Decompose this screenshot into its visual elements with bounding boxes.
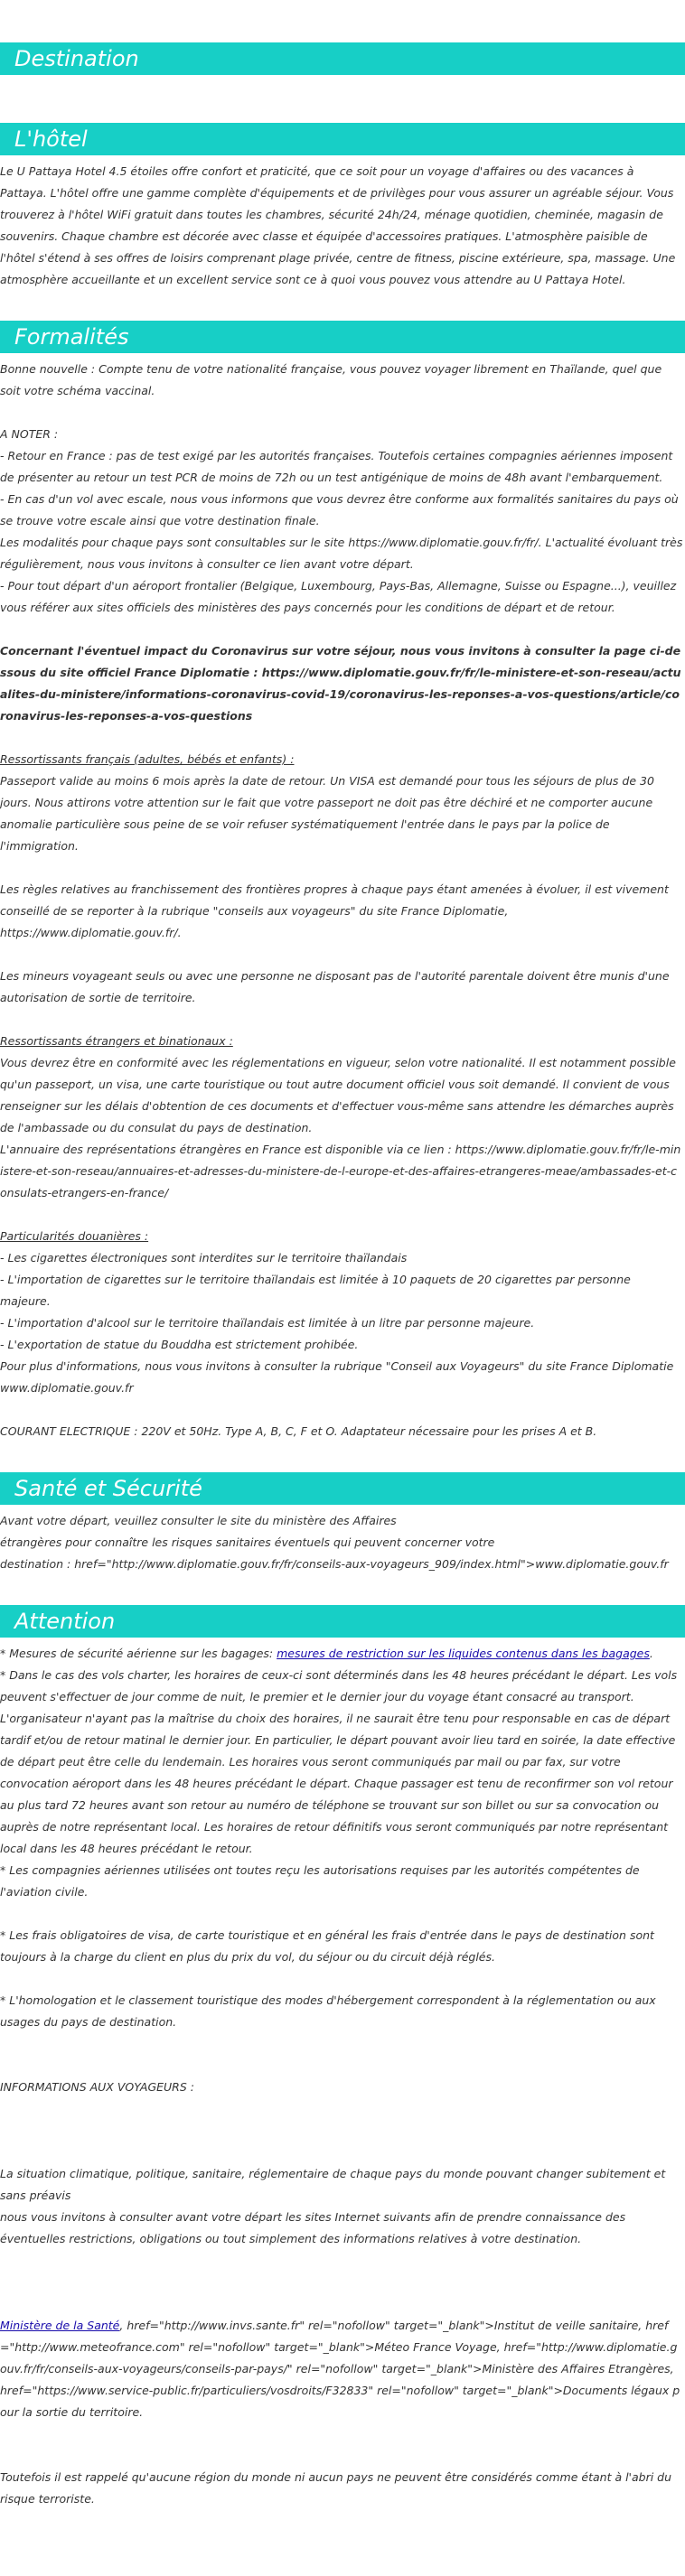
airlines-notice: * Les compagnies aériennes utilisées ont toutes reçu les autorisations requises par les autorités compétentes de l'aviation civile.	[0, 1863, 640, 1899]
homologation-notice: * L'homologation et le classement touristique des modes d'hébergement correspondent à la réglementation ou aux usages du pays de destination.	[0, 1993, 656, 2029]
embassy-directory: L'annuaire des représentations étrangères en France est disponible via ce lien : https://www.diplomatie.gouv.fr/fr/le-ministere-et-son-reseau/annuaires-et-adresses-du-ministere-de-l-europe-et-des-affaires-etrangeres-meae/ambassades-et-consulats-etrangers-en-france/	[0, 1143, 681, 1199]
covid-notice: Concernant l'éventuel impact du Coronavirus sur votre séjour, nous vous invitons à consulter la page ci-dessous du site officiel France Diplomatie : https://www.diplomatie.gouv.fr/fr/le-ministere-et-son-reseau/actualites-du-ministere/informations-coronavirus-covid-19/coronavirus-les-reponses-a-vos-questions/article/coronavirus-les-reponses-a-vos-questions	[0, 644, 681, 723]
customs-more-info: Pour plus d'informations, nous vous invitons à consulter la rubrique "Conseil aux Voyageurs" du site France Diplomatie www.diplomatie.gouv.fr	[0, 1359, 674, 1395]
baggage-security	[0, 1643, 685, 1665]
hotel-description: Le U Pattaya Hotel 4.5 étoiles offre confort et praticité, que ce soit pour un voyage d'affaires ou des vacances à Pattaya. L'hôtel offre une gamme complète d'équipements et de privilèges pour vous assurer un agréable séjour. Vous trouverez à l'hôtel WiFi gratuit dans toutes les chambres, sécurité 24h/24, ménage quotidien, cheminée, magasin de souvenirs. Chaque chambre est décorée avec classe et équipée d'accessoires pratiques. L'atmosphère paisible de l'hôtel s'étend à ses offres de loisirs comprenant plage privée, centre de fitness, piscine extérieure, spa, massage. Une atmosphère accueillante et un excellent service sont ce à quoi vous pouvez vous attendre au U Pattaya Hotel.	[0, 164, 676, 286]
note-item: Les modalités pour chaque pays sont consultables sur le site https://www.diplomatie.gouv.fr/fr/. L'actualité évoluant très régulièrement, nous vous invitons à consulter ce lien avant votre départ.	[0, 536, 683, 571]
section-header-formalites	[0, 321, 685, 353]
electric-current: COURANT ELECTRIQUE : 220V et 50Hz. Type A, B, C, F et O. Adaptateur nécessaire pour les prises A et B.	[0, 1424, 597, 1438]
customs-title: Particularités douanières :	[0, 1229, 149, 1243]
french-nationals-title: Ressortissants français (adultes, bébés et enfants) :	[0, 752, 295, 766]
section-header-sante	[0, 1472, 685, 1505]
customs-item: - L'importation de cigarettes sur le territoire thaïlandais est limitée à 10 paquets de 20 cigarettes par personne majeure.	[0, 1273, 631, 1308]
section-header-hotel	[0, 123, 685, 155]
minors-notice: Les mineurs voyageant seuls ou avec une personne ne disposant pas de l'autorité parentale doivent être munis d'une autorisation de sortie de territoire.	[0, 969, 670, 1004]
foreign-nationals-title: Ressortissants étrangers et binationaux :	[0, 1034, 233, 1048]
section-header-destination	[0, 42, 685, 75]
foreign-nationals-body: Vous devrez être en conformité avec les réglementations en vigueur, selon votre nationalité. Il est notamment possible qu'un passeport, un visa, une carte touristique ou tout autre document officiel vous soit demandé. Il convient de vous renseigner sur les délais d'obtention de ces documents et d'effectuer vous-même sans attendre les démarches auprès de l'ambassade ou du consulat du pays de destination.	[0, 1056, 676, 1134]
health-ministry-link[interactable]: Ministère de la Santé	[0, 2319, 120, 2332]
customs-item: - Les cigarettes électroniques sont interdites sur le territoire thaïlandais	[0, 1251, 408, 1265]
french-nationals-body: Passeport valide au moins 6 mois après la date de retour. Un VISA est demandé pour tous les séjours de plus de 30 jours. Nous attirons votre attention sur le fait que votre passeport ne doit pas être déchiré et ne comporter aucune anomalie particulière sous peine de se voir refuser systématiquement l'entrée dans le pays par la police de l'immigration.	[0, 774, 654, 853]
note-item: - Pour tout départ d'un aéroport frontalier (Belgique, Luxembourg, Pays-Bas, Allemagne, Suisse ou Espagne...), veuillez vous référer aux sites officiels des ministères des pays concernés pour les conditions de départ et de retour.	[0, 579, 677, 614]
travel-info-title: INFORMATIONS AUX VOYAGEURS :	[0, 2080, 194, 2094]
formalites-intro: Bonne nouvelle : Compte tenu de votre nationalité française, vous pouvez voyager librement en Thaïlande, quel que soit votre schéma vaccinal.	[0, 362, 662, 397]
section-title-destination: Destination	[14, 46, 139, 71]
section-title-sante: Santé et Sécurité	[14, 1476, 202, 1501]
border-rules: Les règles relatives au franchissement des frontières propres à chaque pays étant amenées à évoluer, il est vivement conseillé de se reporter à la rubrique "conseils aux voyageurs" du site France Diplomatie, https://www.diplomatie.gouv.fr/.	[0, 882, 669, 939]
sante-line: destination : href="http://www.diplomatie.gouv.fr/fr/conseils-aux-voyageurs_909/index.html">www.diplomatie.gouv.fr	[0, 1557, 669, 1571]
liquids-restriction-link[interactable]: mesures de restriction sur les liquides contenus dans les bagages	[277, 1647, 650, 1660]
section-title-formalites: Formalités	[14, 324, 129, 350]
climate-notice: nous vous invitons à consulter avant votre départ les sites Internet suivants afin de prendre connaissance des éventuelles restrictions, obligations ou tout simplement des informations relatives à votre destination.	[0, 2210, 626, 2245]
fees-notice: * Les frais obligatoires de visa, de carte touristique et en général les frais d'entrée dans le pays de destination sont toujours à la charge du client en plus du prix du vol, du séjour ou du circuit déjà réglés.	[0, 1928, 654, 1964]
charter-flights-notice: * Dans le cas des vols charter, les horaires de ceux-ci sont déterminés dans les 48 heures précédant le départ. Les vols peuvent s'effectuer de jour comme de nuit, le premier et le dernier jour du voyage étant consacré au transport. L'organisateur n'ayant pas la maîtrise du choix des horaires, il ne saurait être tenu pour responsable en cas de départ tardif et/ou de retour matinal le dernier jour. En particulier, le départ pouvant avoir lieu tard en soirée, la date effective de départ peut être celle du lendemain. Les horaires vous seront communiqués par mail ou par fax, sur votre convocation aéroport dans les 48 heures précédant le départ. Chaque passager est tenu de reconfirmer son vol retour au plus tard 72 heures avant son retour au numéro de téléphone se trouvant sur son billet ou sur sa convocation ou auprès de notre représentant local. Les horaires de retour définitifs vous seront communiqués par notre représentant local dans les 48 heures précédant le retour.	[0, 1668, 678, 1855]
section-title-hotel: L'hôtel	[14, 126, 88, 152]
useful-links	[0, 2315, 685, 2423]
note-title: A NOTER :	[0, 427, 59, 441]
customs-item: - L'importation d'alcool sur le territoire thaïlandais est limitée à un litre par personne majeure.	[0, 1316, 535, 1330]
baggage-suffix: .	[649, 1647, 653, 1660]
section-header-attention	[0, 1605, 685, 1638]
customs-item: - L'exportation de statue du Bouddha est strictement prohibée.	[0, 1338, 359, 1351]
note-item: - Retour en France : pas de test exigé par les autorités françaises. Toutefois certaines compagnies aériennes imposent de présenter au retour un test PCR de moins de 72h ou un test antigénique de moins de 48h avant l'embarquement.	[0, 449, 673, 484]
section-title-attention: Attention	[14, 1609, 116, 1634]
baggage-prefix: * Mesures de sécurité aérienne sur les bagages:	[0, 1647, 277, 1660]
note-item: - En cas d'un vol avec escale, nous vous informons que vous devrez être conforme aux formalités sanitaires du pays où se trouve votre escale ainsi que votre destination finale.	[0, 492, 679, 527]
climate-notice: La situation climatique, politique, sanitaire, réglementaire de chaque pays du monde pouvant changer subitement et sans préavis	[0, 2167, 666, 2202]
useful-links-text: , href="http://www.invs.sante.fr" rel="nofollow" target="_blank">Institut de veille sanitaire, href="http://www.meteofrance.com" rel="nofollow" target="_blank">Méteo France Voyage, href="http://www.diplomatie.gouv.fr/fr/conseils-aux-voyageurs/conseils-par-pays/" rel="nofollow" target="_blank">Ministère des Affaires Etrangères, href="https://www.service-public.fr/particuliers/vosdroits/F32833" rel="nofollow" target="_blank">Documents légaux pour la sortie du territoire.	[0, 2319, 680, 2419]
terrorism-notice: Toutefois il est rappelé qu'aucune région du monde ni aucun pays ne peuvent être considérés comme étant à l'abri du risque terroriste.	[0, 2470, 672, 2506]
sante-line: Avant votre départ, veuillez consulter le site du ministère des Affaires	[0, 1514, 397, 1527]
sante-line: étrangères pour connaître les risques sanitaires éventuels qui peuvent concerner votre	[0, 1535, 495, 1549]
